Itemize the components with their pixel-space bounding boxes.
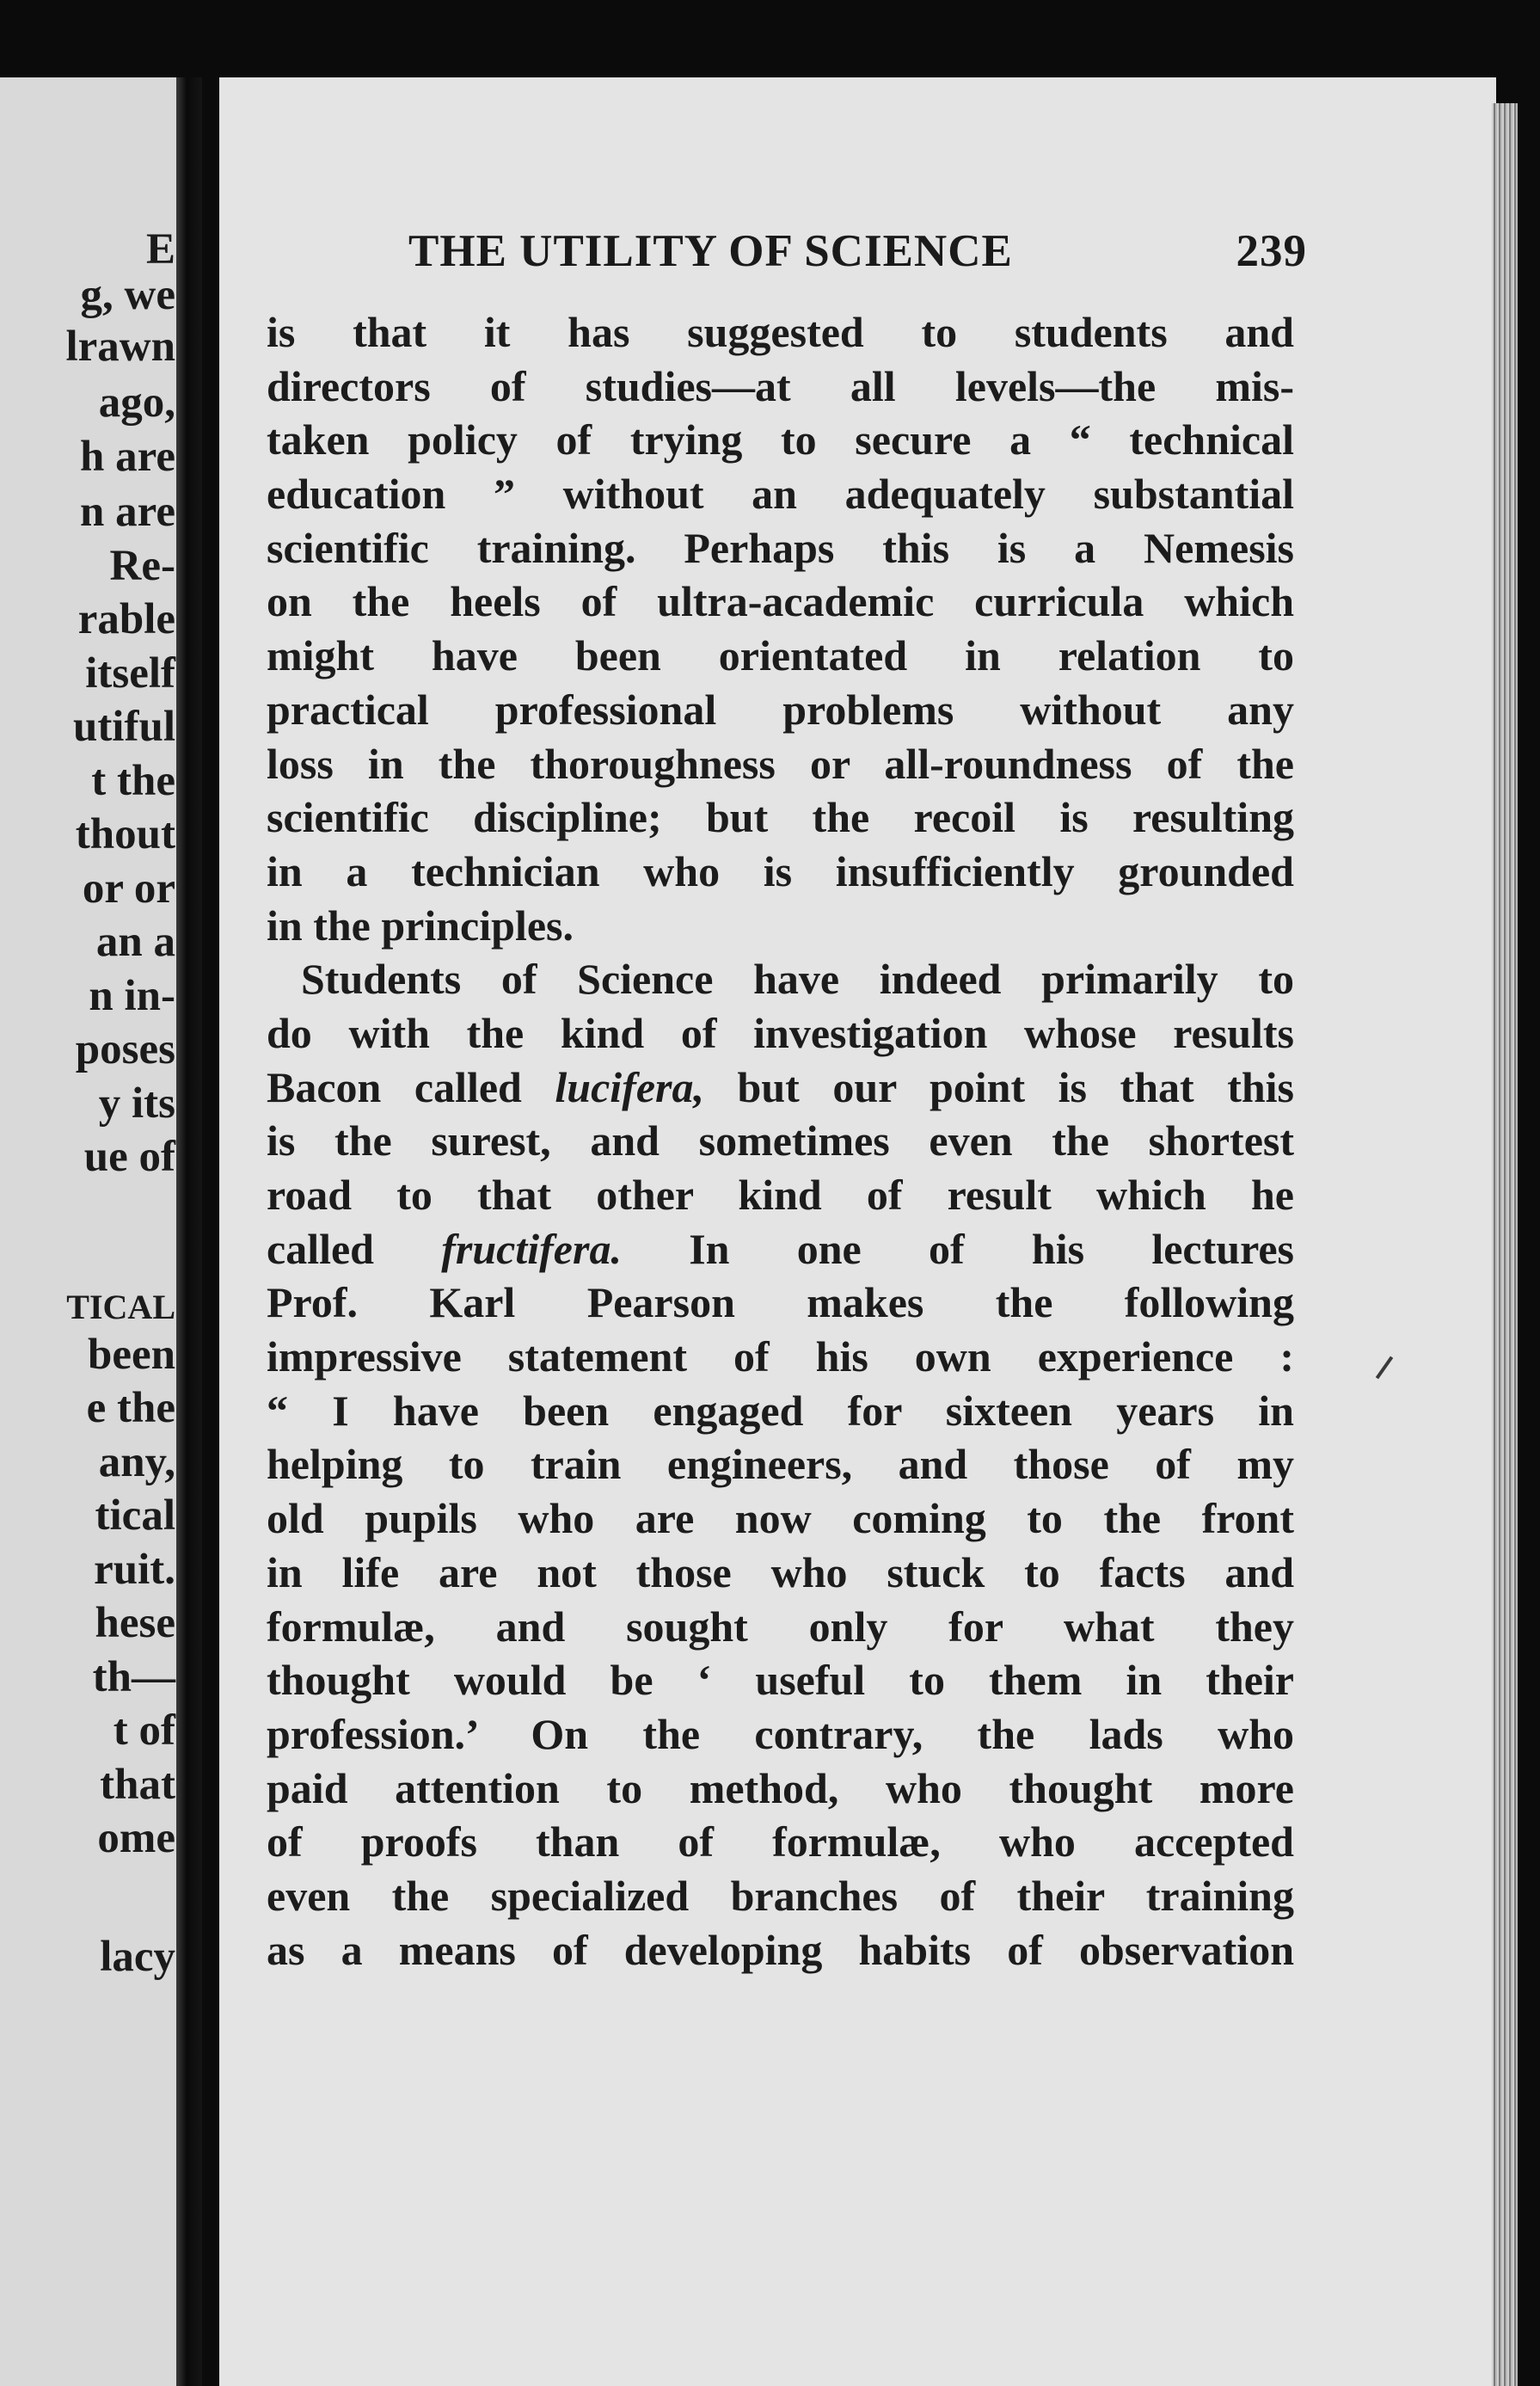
prev-page-fragment: t of	[113, 1706, 175, 1755]
prev-page-fragment: tical	[95, 1491, 175, 1540]
text-line: taken policy of trying to secure a “ technical	[267, 415, 1294, 464]
prev-page-fragment: any,	[98, 1438, 175, 1486]
prev-page-fragment: poses	[75, 1025, 175, 1073]
prev-page-fragment: hese	[95, 1599, 175, 1647]
text-line: impressive statement of his own experience :	[267, 1332, 1294, 1381]
text-line: practical professional problems without any	[267, 685, 1294, 734]
prev-page-fragment: rable	[77, 595, 175, 643]
text-line: do with the kind of investigation whose results	[267, 1008, 1294, 1057]
text-line: might have been orientated in relation to	[267, 631, 1294, 680]
text-line: profession.’ On the contrary, the lads who	[267, 1709, 1294, 1758]
prev-page-fragment: ome	[97, 1814, 175, 1862]
prev-page-fragment: TICAL	[66, 1288, 175, 1326]
text-line: in the principles.	[267, 901, 574, 950]
prev-page-fragment: lacy	[100, 1933, 175, 1981]
prev-page-fragment: that	[100, 1761, 175, 1809]
text-line: helping to train engineers, and those of my	[267, 1440, 1294, 1489]
prev-page-fragment: ruit.	[94, 1546, 175, 1594]
prev-page-fragment: y its	[98, 1079, 175, 1128]
text-line: education ” without an adequately substantial	[267, 470, 1294, 519]
text-line: loss in the thoroughness or all-roundness of the	[267, 739, 1294, 788]
page-edges	[1492, 103, 1518, 2386]
italic-term: lucifera,	[555, 1062, 704, 1111]
book-gutter	[176, 77, 202, 2386]
prev-page-fragment: thout	[75, 810, 175, 858]
prev-page-fragment: e the	[86, 1384, 175, 1432]
text-line: Students of Science have indeed primarily to	[301, 955, 1294, 1004]
text-line: old pupils who are now coming to the front	[267, 1494, 1294, 1543]
text-line: paid attention to method, who thought more	[267, 1763, 1294, 1812]
text-run: Bacon called	[267, 1062, 555, 1111]
running-title: THE UTILITY OF SCIENCE	[408, 226, 1013, 276]
prev-page-fragment: or or	[82, 864, 175, 913]
prev-page-fragment: Re-	[109, 542, 175, 590]
prev-page-fragment: n are	[80, 488, 175, 536]
text-line: scientific discipline; but the recoil is resulting	[267, 793, 1294, 842]
text-line: of proofs than of formulæ, who accepted	[267, 1817, 1294, 1866]
prev-page-fragment: th—	[92, 1653, 175, 1701]
prev-page-fragment: ago,	[98, 378, 175, 427]
prev-page-fragment: ue of	[83, 1133, 175, 1181]
text-line: thought would be ‘ useful to them in their	[267, 1656, 1294, 1705]
page-number: 239	[1236, 226, 1307, 276]
text-line: as a means of developing habits of observation	[267, 1925, 1294, 1974]
text-line	[267, 1222, 1294, 1276]
text-line: in a technician who is insufficiently grounded	[267, 846, 1294, 895]
text-line: “ I have been engaged for sixteen years in	[267, 1386, 1294, 1435]
text-line: is that it has suggested to students and	[267, 308, 1294, 356]
prev-page-fragment: t the	[91, 757, 175, 805]
prev-page-fragment: h are	[80, 433, 175, 481]
text-line: even the specialized branches of their training	[267, 1871, 1294, 1920]
prev-page-fragment: n in-	[89, 972, 175, 1020]
text-line: formulæ, and sought only for what they	[267, 1602, 1294, 1651]
body-text	[267, 305, 1294, 1977]
text-line: is the surest, and sometimes even the shortest	[267, 1116, 1294, 1165]
previous-page	[0, 77, 182, 2386]
text-line: Prof. Karl Pearson makes the following	[267, 1278, 1294, 1327]
text-line	[267, 1061, 1294, 1115]
italic-term: fructifera.	[441, 1224, 622, 1273]
text-run: In one of his lectures	[621, 1224, 1295, 1273]
text-line: on the heels of ultra-academic curricula which	[267, 577, 1294, 626]
text-run: called	[267, 1224, 442, 1273]
text-line: road to that other kind of result which he	[267, 1171, 1294, 1219]
prev-page-fragment: g, we	[80, 271, 175, 319]
prev-page-fragment: an a	[95, 918, 175, 966]
prev-page-fragment: E	[145, 225, 175, 274]
prev-page-fragment: utiful	[72, 703, 175, 751]
text-line: scientific training. Perhaps this is a Nemesis	[267, 523, 1294, 572]
prev-page-fragment: itself	[85, 649, 175, 698]
prev-page-fragment: been	[88, 1331, 175, 1379]
text-run: but our point is that this	[704, 1062, 1294, 1111]
text-line: in life are not those who stuck to facts and	[267, 1547, 1294, 1596]
text-line: directors of studies—at all levels—the mis-	[267, 361, 1294, 410]
prev-page-fragment: lrawn	[65, 323, 175, 371]
